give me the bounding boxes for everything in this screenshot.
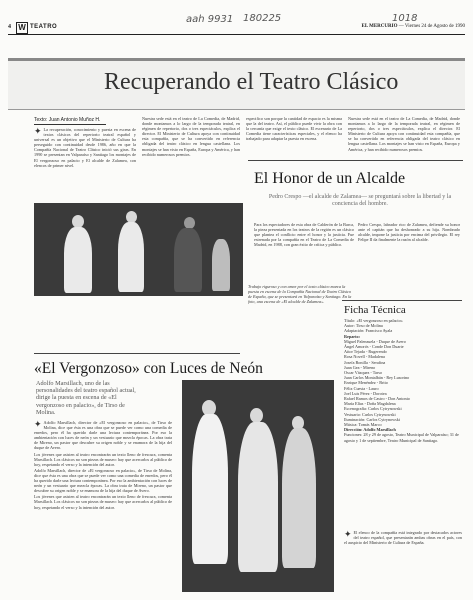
ficha-footer: ✦ El elenco de la compañía está integrado por destacados actores del teatro español, que presentarán ambas obras en el país, con el auspicio del Ministerio de Cultura de España. bbox=[344, 530, 462, 546]
alcalde-scene-photo bbox=[34, 203, 243, 296]
alcalde-body: Para los espectadores de esta obra de Calderón de la Barca, la pieza presentada en los teatros de la región es un clásico que plantea el conflicto entre el honor y la justicia. Fue estrenada por la compañía en el Teatro de La Comedia de Madrid, en 1988, con gran éxito de crítica y público. bbox=[254, 222, 354, 248]
ficha-line: Música: Tomás Marco bbox=[344, 422, 382, 428]
archive-ref-annotation: aah 9931 bbox=[186, 14, 234, 25]
vergonzoso-title: «El Vergonzoso» con Luces de Neón bbox=[34, 360, 263, 377]
vergonzoso-body: ✦ Adolfo Marsillach, director de «El vergonzoso en palacio», de Tirso de Molina, dice que ésta es una obra que se puede ver como una comedia de enredos, pero él ha querido darle una lectura contemporánea. Por eso la ambientación con luces de neón y un vestuario que mezcla épocas. La obra trata de Mireno, un pastor que descubre su origen noble y se enamora de la hija del duque de Avero. Los jóvenes que asisten al teatro encontrarán un texto lleno de frescura, comenta Marsillach. Los clásicos no son piezas de museo: hay que acercarlos al público de hoy, respetando el verso y la intención del autor. Adolfo Marsillach, director de «El vergonzoso en palacio», de Tirso de Molina, dice que ésta es una obra que se puede ver como una comedia de enredos, pero él ha querido darle una lectura contemporánea. Por eso la ambientación con luces de neón y un vestuario que mezcla épocas. La obra trata de Mireno, un pastor que descubre su origen noble y se enamora de la hija del duque de Avero. Los jóvenes que asisten al teatro encontrarán un texto lleno de frescura, comenta Marsillach. Los clásicos no son piezas de museo: hay que acercarlos al público de hoy, respetando el verso y la intención del autor. bbox=[34, 420, 172, 510]
byline-rule bbox=[34, 124, 106, 125]
archive-number-annotation: 180225 bbox=[243, 13, 282, 24]
ficha-line: Título: «El vergonzoso en palacio» bbox=[344, 318, 403, 323]
article1-intro: ✦ La recuperación, conocimiento y puesta en escena de textos clásicos del repertorio teatral español y universal es un objetivo que el Ministerio de Cultura ha perseguido con continuidad desde 1986, año en que la Compañía Nacional de Teatro Clásico inició sus giras. En 1990 se presentan en Valparaíso y Santiago los montajes de El vergonzoso en palacio y El alcalde de Zalamea, con elencos de primer nivel. bbox=[34, 127, 136, 168]
alcalde-top-rule bbox=[248, 160, 463, 161]
photo1-caption: Trabajo riguroso y con amor por el texto clásico marca la puesta en escena de la Compañía Nacional de Teatro Clásico de España, que se presentará en Valparaíso y Santiago. En la foto, una escena de «El alcalde de Zalamea». bbox=[248, 284, 352, 304]
ficha-line: Enrique Menéndez - Brito bbox=[344, 380, 388, 386]
vergonzoso-top-rule bbox=[34, 353, 240, 354]
star-icon: ✦ bbox=[34, 420, 42, 429]
ficha-line: Rafael Ramos de Castro - Don Antonio bbox=[344, 396, 410, 402]
ficha-title: Ficha Técnica bbox=[344, 304, 406, 316]
paper-name: EL MERCURIO bbox=[361, 24, 398, 29]
ficha-line: Dirección: Adolfo Marsillach bbox=[344, 427, 396, 433]
ficha-line: Oscar Vázquez - Tarso bbox=[344, 370, 383, 376]
alcalde-title: El Honor de un Alcalde bbox=[254, 170, 406, 187]
ficha-line: Aitor Tejada - Rugerendo bbox=[344, 349, 387, 355]
byline: Texto: Juan Antonio Muñoz H. bbox=[34, 117, 101, 123]
vergonzoso-deck: Adolfo Marsillach, uno de las personalidades del teatro español actual, dirige la puesta en escena de «El vergonzoso en palacio», de Tirso de Molina. bbox=[36, 380, 136, 416]
section-logo-icon: W bbox=[16, 22, 28, 34]
alcalde-body-2: Pedro Crespo, labrador rico de Zalamea, defiende su honor ante el capitán que ha deshonrado a su hija. Nombrado alcalde, impone la justicia por encima del privilegio. El rey Felipe II da finalmente la razón al alcalde. bbox=[358, 222, 460, 243]
ficha-line: María Elías - Doña Magdalena bbox=[344, 401, 396, 407]
ficha-line: Josefa Bonilla - Serafina bbox=[344, 359, 386, 365]
header-rule bbox=[8, 34, 465, 35]
ficha-line: Reparto: bbox=[344, 333, 361, 339]
ficha-list bbox=[344, 318, 462, 518]
vergonzoso-scene-photo bbox=[182, 380, 334, 592]
ficha-line: Juan Carlos Montalbán - Rey Lusorino bbox=[344, 375, 410, 381]
archive-page-annotation: 1018 bbox=[392, 13, 418, 24]
page-number: 4 bbox=[8, 24, 11, 30]
article1-col4: Nuestra sede está en el teatro de La Comedia, de Madrid, donde montamos a lo largo de la temporada teatral, en régimen de repertorio, dos o tres espectáculos, explica el director. El Ministerio de Cultura apoya con continuidad esta compañía, que se ha convertido en referencia obligada del teatro clásico en lengua castellana. Los montajes se han visto en España, Europa y América, y han recibido numerosos premios. bbox=[348, 116, 460, 152]
ficha-line: Iluminación: Carlos Cytrynowski bbox=[344, 416, 401, 422]
article1-col2: Nuestra sede está en el teatro de La Comedia, de Madrid, donde montamos a lo largo de la temporada teatral, en régimen de repertorio, dos o tres espectáculos, explica el director. El Ministerio de Cultura apoya con continuidad esta compañía, que se ha convertido en referencia obligada del teatro clásico en lengua castellana. Los montajes se han visto en España, Europa y América, y han recibido numerosos premios. bbox=[142, 116, 240, 157]
ficha-line: Vestuario: Carlos Cytrynowski bbox=[344, 411, 396, 417]
banner bbox=[8, 58, 465, 110]
ficha-line: Autor: Tirso de Molina bbox=[344, 323, 383, 329]
issue-date: Viernes 24 de Agosto de 1990 bbox=[404, 24, 465, 29]
ficha-line: Ángel Amorós - Conde Don Duarte bbox=[344, 344, 404, 350]
star-icon: ✦ bbox=[344, 530, 352, 539]
alcalde-deck: Pedro Crespo —el alcalde de Zalamea— se preguntará sobre la libertad y la conciencia del hombre. bbox=[268, 194, 452, 207]
ficha-line: Juan Gea - Mireno bbox=[344, 364, 376, 370]
page-header bbox=[8, 24, 465, 34]
ficha-line: Rosa Novell - Madalena bbox=[344, 354, 385, 360]
ficha-line: Miguel Palenzuela - Duque de Avero bbox=[344, 338, 406, 344]
article1-col3: especifico son porque la cantidad de espacio es la misma que la del teatro. Así, el público puede vivir la obra con la cercanía que exige el texto clásico. El escenario de La Comedia tiene características especiales, y el elenco ha trabajado para adaptar la puesta en escena. bbox=[246, 116, 342, 142]
ficha-line: Félix Cuesta - Lauro bbox=[344, 385, 379, 391]
banner-title: Recuperando el Teatro Clásico bbox=[104, 69, 399, 95]
ficha-line: Funciones: 28 y 29 de agosto, Teatro Municipal de Valparaíso; 31 de agosto y 1 de septiembre, Teatro Municipal de Santiago. bbox=[344, 432, 459, 443]
paper-dateline: EL MERCURIO — Viernes 24 de Agosto de 1990 bbox=[361, 24, 465, 29]
ficha-top-rule bbox=[342, 300, 462, 301]
ficha-line: Escenografía: Carlos Cytrynowski bbox=[344, 406, 402, 412]
ficha-line: Joel Luis Pérez - Dorotea bbox=[344, 390, 387, 396]
section-label: TEATRO bbox=[30, 24, 58, 30]
ficha-line: Adaptación: Francisco Ayala bbox=[344, 328, 393, 334]
star-icon: ✦ bbox=[34, 127, 42, 136]
